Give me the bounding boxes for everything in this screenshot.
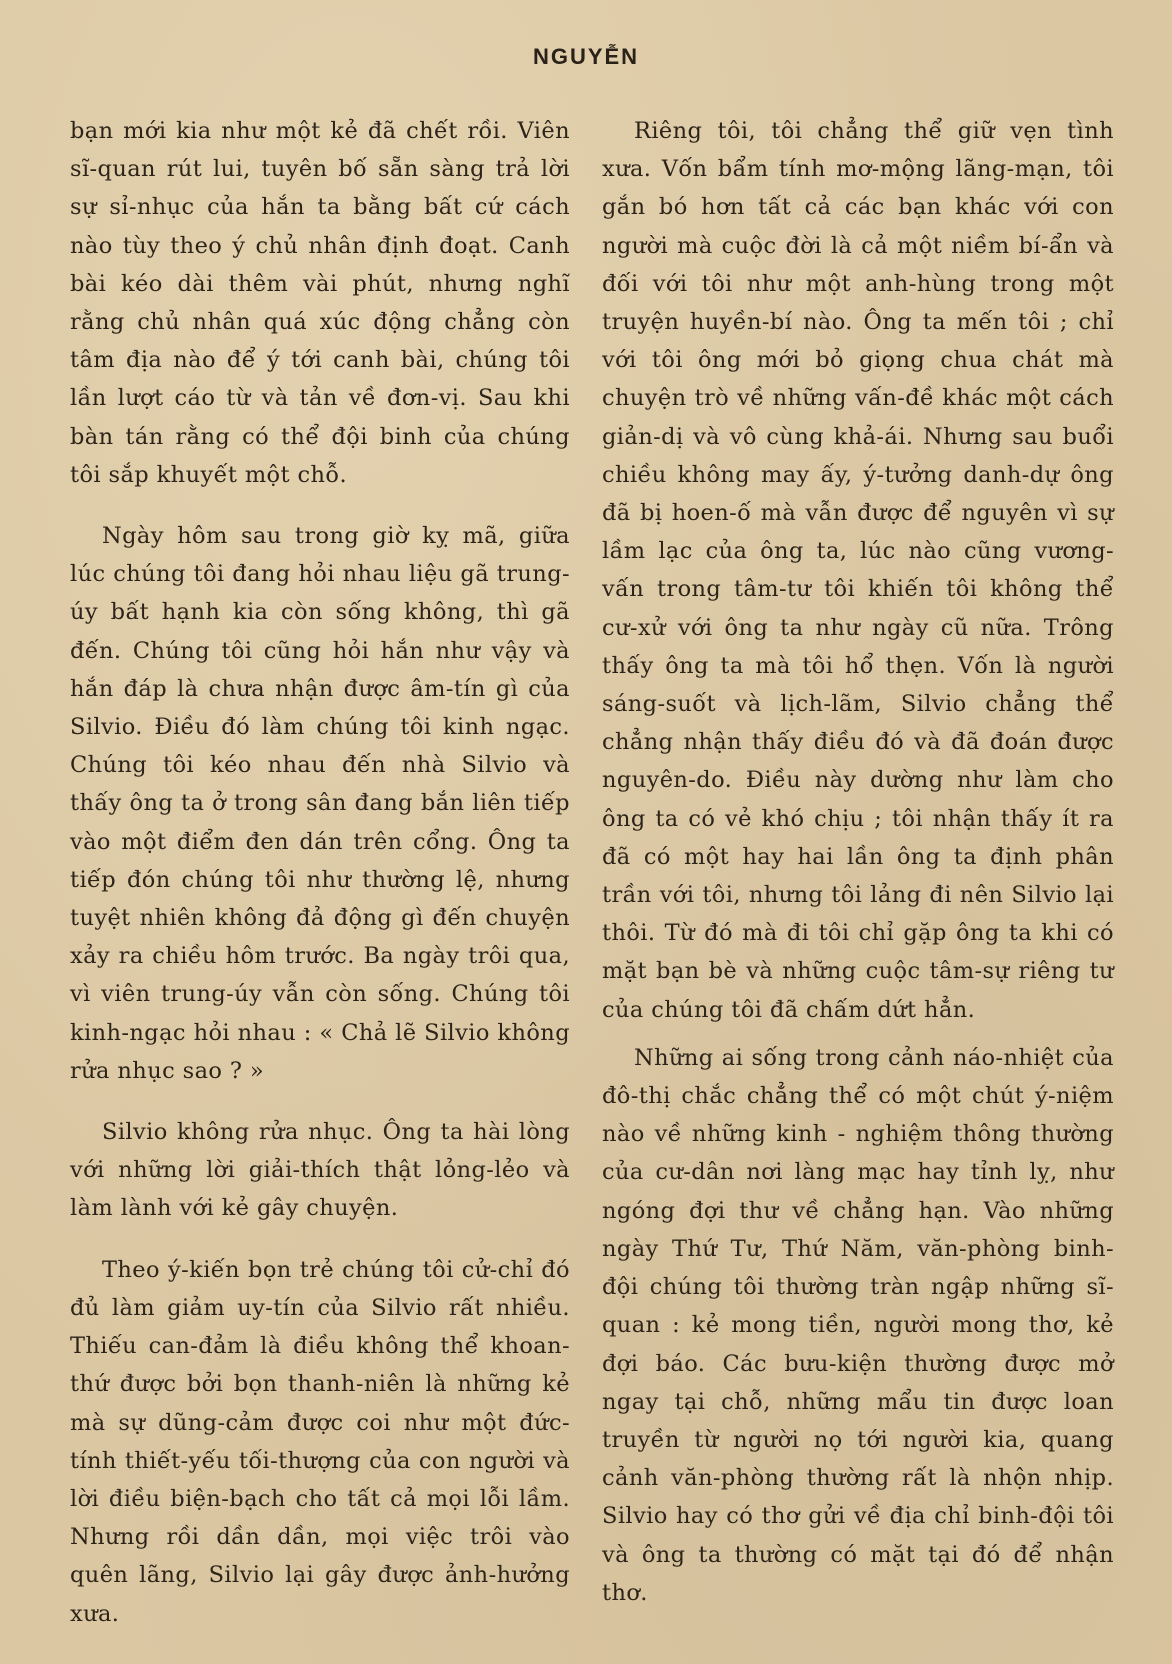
running-header: NGUYỄN [532, 44, 640, 69]
paragraph: Những ai sống trong cảnh náo-nhiệt của đô-thị chắc chẳng thể có một chút ý-niệm nào về những kinh - nghiệm thông thường của cư-dân nơi làng mạc hay tỉnh lỵ, như ngóng đợi thư về chẳng hạn. Vào những ngày Thứ Tư, Thứ Năm, văn-phòng binh-đội chúng tôi thường tràn ngập những sĩ-quan : kẻ mong tiền, người mong thơ, kẻ đợi báo. Các bưu-kiện thường được mở ngay tại chỗ, những mẩu tin được loan truyền từ người nọ tới người kia, quang cảnh văn-phòng thường rất là nhộn nhịp. Silvio hay có thơ gửi về địa chỉ binh-đội tôi và ông ta thường có mặt tại đó để nhận thơ. [602, 1044, 1114, 1606]
paragraph: bạn mới kia như một kẻ đã chết rồi. Viên sĩ-quan rút lui, tuyên bố sẵn sàng trả lời sự sỉ-nhục của hắn ta bằng bất cứ cách nào tùy theo ý chủ nhân định đoạt. Canh bài kéo dài thêm vài phút, nhưng nghĩ rằng chủ nhân quá xúc động chẳng còn tâm địa nào để ý tới canh bài, chúng tôi lần lượt cáo từ và tản về đơn-vị. Sau khi bàn tán rằng có thể đội binh của chúng tôi sắp khuyết một chỗ. [70, 118, 570, 488]
paragraph: Ngày hôm sau trong giờ kỵ mã, giữa lúc chúng tôi đang hỏi nhau liệu gã trung-úy bất hạnh kia còn sống không, thì gã đến. Chúng tôi cũng hỏi hắn như vậy và hắn đáp là chưa nhận được âm-tín gì của Silvio. Điều đó làm chúng tôi kinh ngạc. Chúng tôi kéo nhau đến nhà Silvio và thấy ông ta ở trong sân đang bắn liên tiếp vào một điểm đen dán trên cổng. Ông ta tiếp đón chúng tôi như thường lệ, nhưng tuyệt nhiên không đả động gì đến chuyện xảy ra chiều hôm trước. Ba ngày trôi qua, vì viên trung-úy vẫn còn sống. Chúng tôi kinh-ngạc hỏi nhau : « Chả lẽ Silvio không rửa nhục sao ? » [70, 523, 570, 1084]
paragraph: Riêng tôi, tôi chẳng thể giữ vẹn tình xưa. Vốn bẩm tính mơ-mộng lãng-mạn, tôi gắn bó hơn tất cả các bạn khác với con người mà cuộc đời là cả một niềm bí-ẩn và đối với tôi như một anh-hùng trong một truyện huyền-bí nào. Ông ta mến tôi ; chỉ với tôi ông mới bỏ giọng chua chát mà chuyện trò về những vấn-đề khác một cách giản-dị và vô cùng khả-ái. Nhưng sau buổi chiều không may ấy, ý-tưởng danh-dự ông đã bị hoen-ố mà vẫn được để nguyên vì sự lầm lạc của ông ta, lúc nào cũng vương-vấn trong tâm-tư tôi khiến tôi không thể cư-xử với ông ta như ngày cũ nữa. Trông thấy ông ta mà tôi hổ thẹn. Vốn là người sáng-suốt và lịch-lãm, Silvio chẳng thể chẳng nhận thấy điều đó và đã đoán được nguyên-do. Điều này dường như làm cho ông ta có vẻ khó chịu ; tôi nhận thấy ít ra đã có một hay hai lần ông ta định phân trần với tôi, nhưng tôi lảng đi nên Silvio lại thôi. Từ đó mà đi tôi chỉ gặp ông ta khi có mặt bạn bè và những cuộc tâm-sự riêng tư của chúng tôi đã chấm dứt hẳn. [602, 118, 1114, 1023]
paragraph: Theo ý-kiến bọn trẻ chúng tôi cử-chỉ đó đủ làm giảm uy-tín của Silvio rất nhiều. Thiếu can-đảm là điều không thể khoan-thứ được bởi bọn thanh-niên là những kẻ mà sự dũng-cảm được coi như một đức-tính thiết-yếu tối-thượng của con người và lời điều biện-bạch cho tất cả mọi lỗi lầm. Nhưng rồi dần dần, mọi việc trôi vào quên lãng, Silvio lại gây được ảnh-hưởng xưa. [70, 1256, 570, 1627]
paragraph-gap [70, 494, 570, 517]
paragraph: Silvio không rửa nhục. Ông ta hài lòng với những lời giải-thích thật lỏng-lẻo và làm lành với kẻ gây chuyện. [70, 1119, 570, 1222]
paragraph-gap [602, 1029, 1114, 1039]
paragraph-gap [70, 1228, 570, 1251]
right-column [602, 112, 1114, 1612]
left-column [70, 112, 570, 1633]
paragraph-gap [70, 1090, 570, 1113]
